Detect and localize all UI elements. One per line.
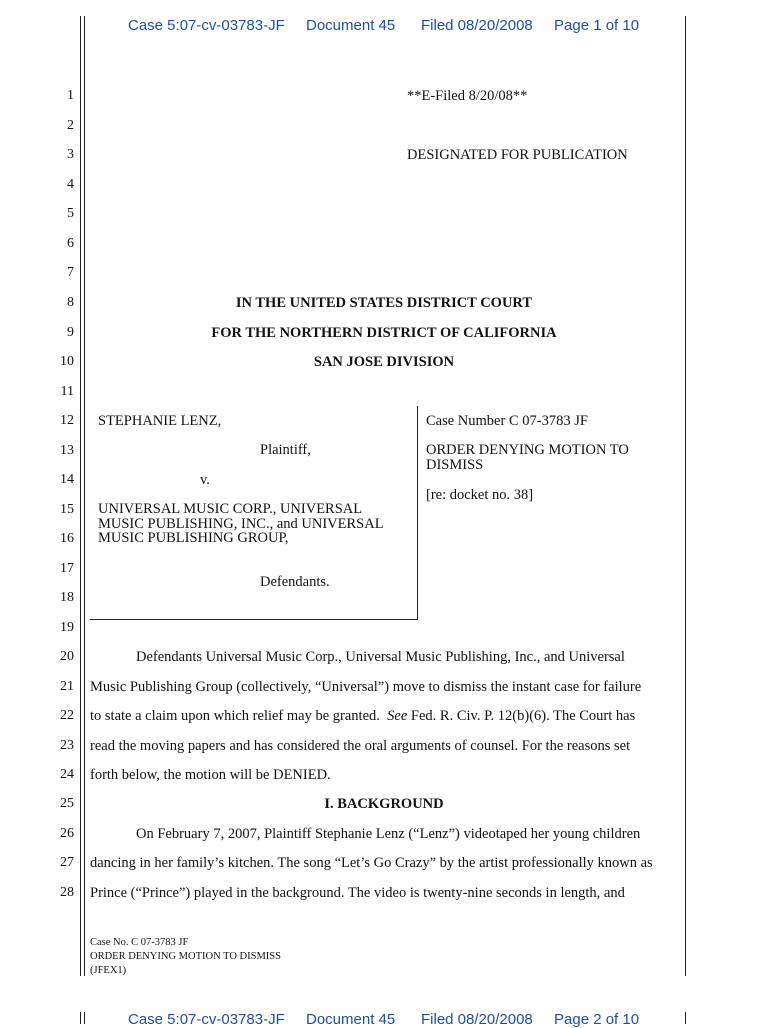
efiled-stamp: **E-Filed 8/20/08** [407, 88, 528, 104]
body-line [90, 709, 635, 724]
header-document-number: Document 45 [306, 17, 396, 34]
header-page-count: Page 1 of 10 [554, 17, 640, 34]
plaintiff-label: Plaintiff, [260, 442, 311, 458]
line-number: 3 [67, 147, 74, 162]
line-number: 21 [60, 679, 74, 694]
line-number: 12 [60, 413, 74, 428]
court-name: IN THE UNITED STATES DISTRICT COURT [235, 295, 533, 311]
plaintiff-name: STEPHANIE LENZ, [98, 413, 222, 429]
line-number: 11 [60, 384, 74, 399]
line-number: 20 [60, 649, 74, 664]
court-district: FOR THE NORTHERN DISTRICT OF CALIFORNIA [211, 325, 557, 341]
line-number: 28 [60, 885, 74, 900]
body-line: Defendants Universal Music Corp., Universal Music Publishing, Inc., and Universal [136, 649, 625, 665]
section-heading: I. BACKGROUND [324, 796, 444, 812]
footer-case-number: Case No. C 07-3783 JF [90, 937, 189, 948]
line-number: 25 [60, 796, 74, 811]
line-number: 16 [60, 531, 74, 546]
body-line: Prince (“Prince”) played in the background. The video is twenty-nine seconds in length, and [90, 885, 625, 901]
line-number: 14 [60, 472, 74, 487]
publication-designation: DESIGNATED FOR PUBLICATION [407, 147, 628, 163]
caption-bottom-rule [90, 619, 418, 620]
line-number: 5 [67, 206, 74, 221]
line-number: 23 [60, 738, 74, 753]
body-text: Fed. R. Civ. P. 12(b)(6). The Court has [410, 708, 636, 724]
line-number: 27 [60, 855, 74, 870]
line-number: 4 [67, 177, 74, 192]
left-margin-rule-inner [84, 16, 85, 976]
line-number: 13 [60, 443, 74, 458]
see-signal: See [387, 708, 408, 724]
body-line: On February 7, 2007, Plaintiff Stephanie Lenz (“Lenz”) videotaped her young children [136, 826, 641, 842]
line-number: 19 [60, 620, 74, 635]
footer-judge-code: (JFEX1) [90, 965, 127, 976]
body-line: dancing in her family’s kitchen. The song “Let’s Go Crazy” by the artist professionally known as [90, 855, 653, 871]
line-number: 22 [60, 708, 74, 723]
body-line: Music Publishing Group (collectively, “Universal”) move to dismiss the instant case for failure [90, 679, 642, 695]
body-line: forth below, the motion will be DENIED. [90, 767, 331, 783]
caption-divider [417, 406, 418, 620]
next-page-right-rule [685, 1012, 686, 1024]
right-margin-rule [685, 16, 686, 976]
next-page-left-rule [80, 1012, 81, 1024]
line-number: 8 [67, 295, 74, 310]
line-number: 10 [60, 354, 74, 369]
line-number: 9 [67, 325, 74, 340]
header-case-number: Case 5:07-cv-03783-JF [128, 17, 285, 34]
line-number: 17 [60, 561, 74, 576]
line-number: 6 [67, 236, 74, 251]
versus: v. [200, 472, 210, 488]
header-document-number: Document 45 [306, 1011, 396, 1028]
body-text: to state a claim upon which relief may be granted. [90, 708, 380, 724]
header-case-number: Case 5:07-cv-03783-JF [128, 1011, 285, 1028]
left-margin-rule [80, 16, 81, 976]
page-footer [90, 936, 281, 978]
body-line: read the moving papers and has considered the oral arguments of counsel. For the reasons set [90, 738, 631, 754]
docket-reference: [re: docket no. 38] [426, 487, 534, 503]
line-number: 7 [67, 265, 74, 280]
line-number: 18 [60, 590, 74, 605]
line-number: 2 [67, 118, 74, 133]
line-number: 24 [60, 767, 74, 782]
line-number: 26 [60, 826, 74, 841]
defendants-label: Defendants. [260, 574, 330, 590]
footer-order-title: ORDER DENYING MOTION TO DISMISS [90, 951, 281, 962]
order-title: ORDER DENYING MOTION TO DISMISS [426, 442, 629, 473]
line-number: 1 [67, 88, 74, 103]
court-division: SAN JOSE DIVISION [313, 354, 455, 370]
line-number: 15 [60, 502, 74, 517]
case-number: Case Number C 07-3783 JF [426, 413, 588, 429]
header-filed-date: Filed 08/20/2008 [421, 17, 533, 34]
defendants-name: UNIVERSAL MUSIC CORP., UNIVERSAL MUSIC PUBLISHING, INC., and UNIVERSAL MUSIC PUBLISHING GROUP, [98, 501, 384, 546]
header-filed-date: Filed 08/20/2008 [421, 1011, 533, 1028]
next-page-left-rule-inner [84, 1012, 85, 1024]
header-page-count: Page 2 of 10 [554, 1011, 640, 1028]
